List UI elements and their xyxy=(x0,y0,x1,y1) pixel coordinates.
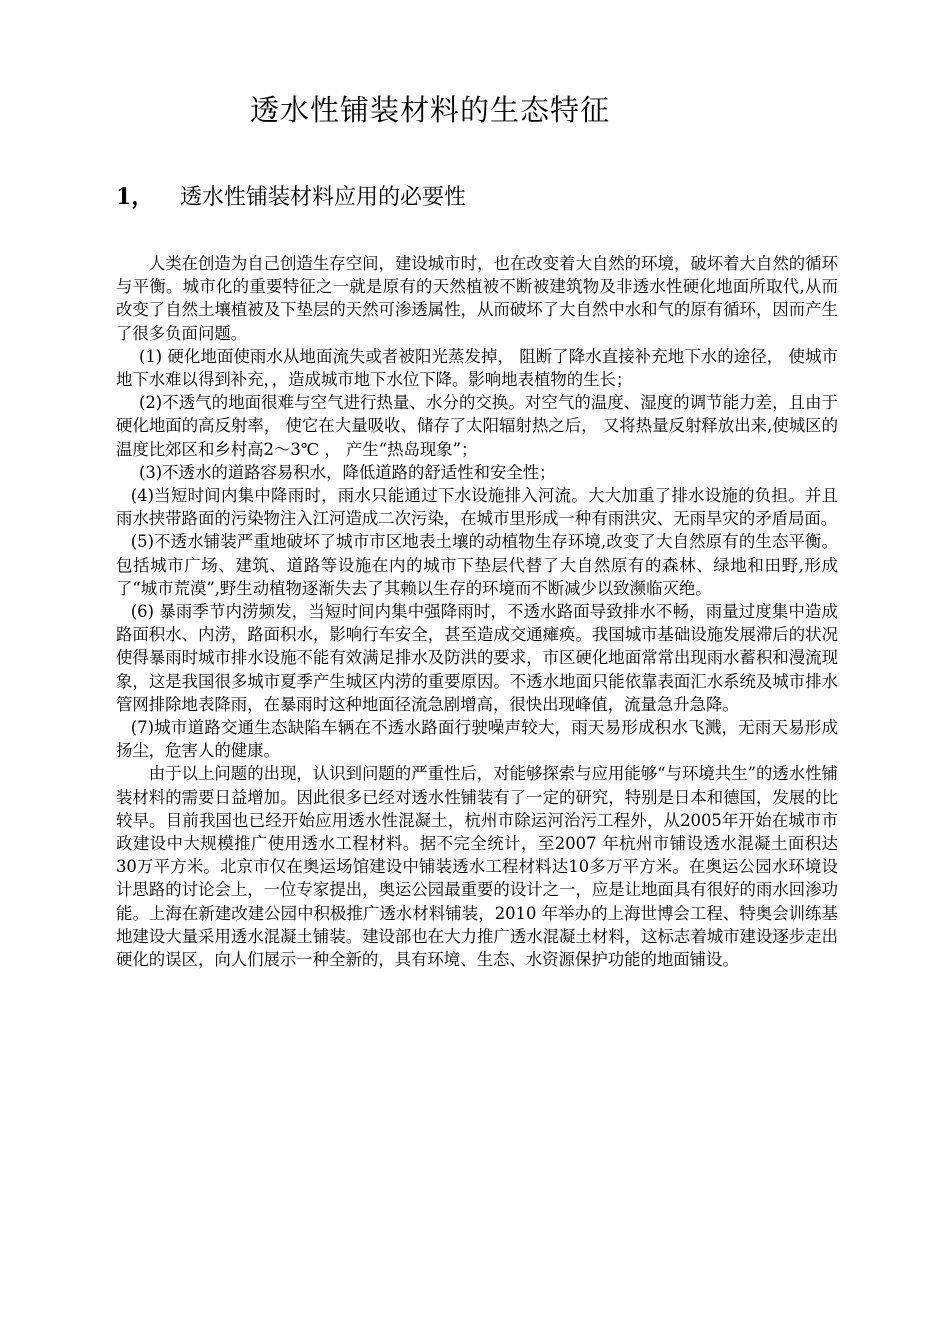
intro-paragraph: 人类在创造为自己创造生存空间，建设城市时，也在改变着大自然的环境，破坏着大自然的循环与平衡。城市化的重要特征之一就是原有的天然植被不断被建筑物及非透水性硬化地面所取代,从而改变了自然土壤植被及下垫层的天然可渗透属性，从而破坏了大自然中水和气的原有循环，因而产生了很多负面问题。 xyxy=(116,254,838,343)
section-heading xyxy=(116,180,466,211)
conclusion-paragraph: 由于以上问题的出现，认识到问题的严重性后，对能够探索与应用能够“与环境共生”的透水性铺装材料的需要日益增加。因此很多已经对透水性铺装有了一定的研究，特别是日本和德国，发展的比较早。目前我国也已经开始应用透水性混凝土，杭州市除运河治污工程外，从2005年开始在城市市政建设中大规模推广使用透水工程材料。据不完全统计，至2007 年杭州市铺设透水混凝土面积达30万平方米。北京市仅在奥运场馆建设中铺装透水工程材料达10多万平方米。在奥运公园水环境设计思路的讨论会上，一位专家提出，奥运公园最重要的设计之一，应是让地面具有很好的雨水回渗功能。上海在新建改建公园中积极推广透水材料铺装，2010 年举办的上海世博会工程、特奥会训练基地建设大量采用透水混凝土铺装。建设部也在大力推广透水混凝土材料，这标志着城市建设逐步走出硬化的误区，向人们展示一种全新的，具有环境、生态、水资源保护功能的地面铺设。 xyxy=(116,764,838,970)
document-title: 透水性铺装材料的生态特征 xyxy=(249,93,610,127)
list-item-4: (4)当短时间内集中降雨时，雨水只能通过下水设施排入河流。大大加重了排水设施的负担。并且雨水挟带路面的污染物注入江河造成二次污染，在城市里形成一种有雨洪灾、无雨旱灾的矛盾局面。 xyxy=(116,486,838,529)
body-text xyxy=(116,252,838,971)
section-heading-text: 透水性铺装材料应用的必要性 xyxy=(180,185,467,210)
list-item-5: (5)不透水铺装严重地破坏了城市市区地表土壤的动植物生存环境,改变了大自然原有的生态平衡。包括城市广场、建筑、道路等设施在内的城市下垫层代替了大自然原有的森林、绿地和田野,形成了“城市荒漠”,野生动植物逐渐失去了其赖以生存的环境而不断减少以致濒临灭绝。 xyxy=(116,532,838,598)
list-item-6: (6) 暴雨季节内涝频发，当短时间内集中强降雨时，不透水路面导致排水不畅，雨量过度集中造成路面积水、内涝，路面积水，影响行车安全，甚至造成交通瘫痪。我国城市基础设施发展滞后的状况使得暴雨时城市排水设施不能有效满足排水及防洪的要求，市区硬化地面常常出现雨水蓄积和漫流现象，这是我国很多城市夏季产生城区内涝的重要原因。不透水地面只能依靠表面汇水系统及城市排水管网排除地表降雨，在暴雨时这种地面径流急剧增高，很快出现峰值，流量急升急降。 xyxy=(116,602,838,714)
list-item-2: (2)不透气的地面很难与空气进行热量、水分的交换。对空气的温度、湿度的调节能力差，且由于硬化地面的高反射率， 使它在大量吸收、储存了太阳辐射热之后， 又将热量反射释放出来,使城区的温度比郊区和乡村高2～3℃ ， 产生“热岛现象”； xyxy=(116,393,838,459)
list-item-1: (1) 硬化地面使雨水从地面流失或者被阳光蒸发掉， 阻断了降水直接补充地下水的途径， 使城市地下水难以得到补充，，造成城市地下水位下降。影响地表植物的生长； xyxy=(116,346,838,390)
section-number: 1， xyxy=(116,184,154,210)
list-item-3: (3)不透水的道路容易积水，降低道路的舒适性和安全性； xyxy=(138,462,556,482)
list-item-7: (7)城市道路交通生态缺陷车辆在不透水路面行驶噪声较大，雨天易形成积水飞溅，无雨天易形成扬尘，危害人的健康。 xyxy=(116,718,838,761)
